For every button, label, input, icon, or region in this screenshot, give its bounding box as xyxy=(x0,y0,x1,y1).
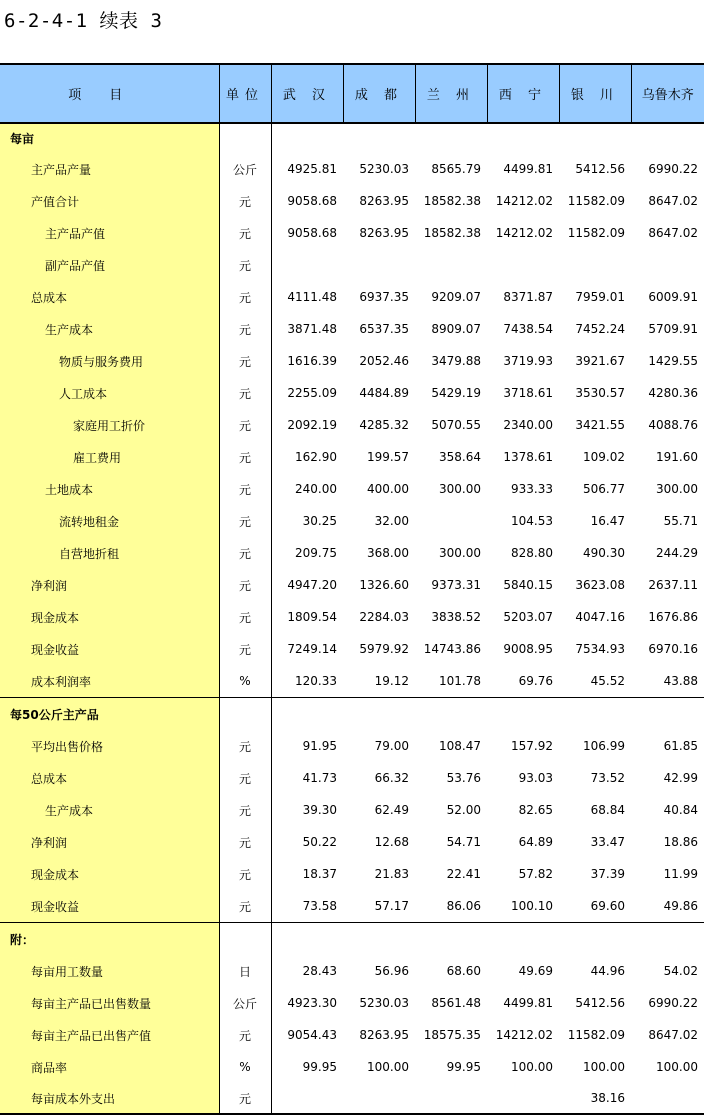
value-cell: 120.33 xyxy=(271,665,343,698)
value-cell xyxy=(487,249,559,281)
empty-cell xyxy=(271,923,343,956)
row-label: 物质与服务费用 xyxy=(0,345,219,377)
row-label: 雇工费用 xyxy=(0,441,219,473)
row-label: 生产成本 xyxy=(0,794,219,826)
row-unit: 元 xyxy=(219,890,271,923)
table-row xyxy=(0,185,704,217)
table-row xyxy=(0,890,704,923)
row-label: 商品率 xyxy=(0,1051,219,1083)
row-label: 家庭用工折价 xyxy=(0,409,219,441)
row-unit: 元 xyxy=(219,313,271,345)
value-cell: 32.00 xyxy=(374,514,409,528)
header-city: 成 都 xyxy=(343,64,415,123)
row-unit: 元 xyxy=(219,185,271,217)
value-cell: 16.47 xyxy=(590,514,625,528)
value-cell: 2052.46 xyxy=(359,354,409,368)
value-cell: 7959.01 xyxy=(575,290,625,304)
value-cell: 4111.48 xyxy=(287,290,337,304)
value-cell xyxy=(559,249,631,281)
table-row xyxy=(0,601,704,633)
value-cell: 79.00 xyxy=(374,739,409,753)
header-city: 兰 州 xyxy=(415,64,487,123)
value-cell: 209.75 xyxy=(295,546,337,560)
row-label: 净利润 xyxy=(0,826,219,858)
value-cell: 1429.55 xyxy=(648,354,698,368)
value-cell: 69.76 xyxy=(487,665,559,698)
table-row xyxy=(0,1083,704,1114)
value-cell: 19.12 xyxy=(343,665,415,698)
value-cell: 6970.16 xyxy=(648,642,698,656)
value-cell: 240.00 xyxy=(295,482,337,496)
row-unit: 元 xyxy=(219,794,271,826)
section-row xyxy=(0,698,704,731)
table-row xyxy=(0,409,704,441)
empty-cell xyxy=(487,698,559,731)
value-cell: 21.83 xyxy=(374,867,409,881)
value-cell xyxy=(271,1083,343,1114)
value-cell: 49.69 xyxy=(518,964,553,978)
value-cell xyxy=(415,1083,487,1114)
value-cell: 53.76 xyxy=(446,771,481,785)
value-cell: 9373.31 xyxy=(431,578,481,592)
section-unit-cell xyxy=(219,123,271,153)
value-cell: 8263.95 xyxy=(359,226,409,240)
value-cell xyxy=(343,1083,415,1114)
table-row xyxy=(0,987,704,1019)
value-cell: 3421.55 xyxy=(575,418,625,432)
row-label: 现金收益 xyxy=(0,890,219,923)
value-cell: 106.99 xyxy=(583,739,625,753)
header-unit: 单位 xyxy=(219,64,271,123)
table-row xyxy=(0,377,704,409)
row-label: 副产品产值 xyxy=(0,249,219,281)
cost-benefit-table xyxy=(0,63,704,1115)
value-cell xyxy=(271,249,343,281)
value-cell: 66.32 xyxy=(374,771,409,785)
value-cell: 73.58 xyxy=(271,890,343,923)
table-row xyxy=(0,153,704,185)
value-cell: 86.06 xyxy=(415,890,487,923)
value-cell: 37.39 xyxy=(590,867,625,881)
table-row xyxy=(0,313,704,345)
value-cell: 1676.86 xyxy=(648,610,698,624)
value-cell: 40.84 xyxy=(663,803,698,817)
value-cell: 6537.35 xyxy=(359,322,409,336)
value-cell: 8565.79 xyxy=(431,162,481,176)
value-cell: 2637.11 xyxy=(648,578,698,592)
row-unit: 元 xyxy=(219,377,271,409)
row-unit: 元 xyxy=(219,762,271,794)
table-row xyxy=(0,762,704,794)
row-unit: 日 xyxy=(219,955,271,987)
empty-cell xyxy=(343,123,415,153)
value-cell: 11582.09 xyxy=(567,194,625,208)
row-unit: 元 xyxy=(219,601,271,633)
row-unit: 元 xyxy=(219,249,271,281)
empty-cell xyxy=(415,123,487,153)
section-label: 每亩 xyxy=(0,123,219,153)
value-cell: 8647.02 xyxy=(648,1028,698,1042)
value-cell: 57.17 xyxy=(343,890,415,923)
value-cell: 11.99 xyxy=(663,867,698,881)
value-cell: 8263.95 xyxy=(359,1028,409,1042)
table-row xyxy=(0,217,704,249)
value-cell: 490.30 xyxy=(583,546,625,560)
value-cell: 5230.03 xyxy=(359,162,409,176)
empty-cell xyxy=(559,123,631,153)
value-cell: 8647.02 xyxy=(648,226,698,240)
value-cell: 11582.09 xyxy=(567,1028,625,1042)
value-cell: 68.60 xyxy=(446,964,481,978)
row-label: 现金成本 xyxy=(0,858,219,890)
row-label: 现金收益 xyxy=(0,633,219,665)
value-cell: 28.43 xyxy=(302,964,337,978)
value-cell xyxy=(415,505,487,537)
value-cell: 18.37 xyxy=(302,867,337,881)
value-cell: 7249.14 xyxy=(287,642,337,656)
value-cell: 55.71 xyxy=(663,514,698,528)
value-cell: 8561.48 xyxy=(431,996,481,1010)
value-cell: 42.99 xyxy=(663,771,698,785)
value-cell: 18.86 xyxy=(663,835,698,849)
section-label: 附： xyxy=(0,923,219,956)
value-cell: 162.90 xyxy=(295,450,337,464)
table-row xyxy=(0,505,704,537)
empty-cell xyxy=(343,698,415,731)
value-cell: 101.78 xyxy=(415,665,487,698)
value-cell: 57.82 xyxy=(518,867,553,881)
value-cell: 5429.19 xyxy=(431,386,481,400)
value-cell: 6990.22 xyxy=(648,996,698,1010)
value-cell: 109.02 xyxy=(583,450,625,464)
row-unit: 元 xyxy=(219,1083,271,1114)
value-cell: 358.64 xyxy=(439,450,481,464)
row-unit: 元 xyxy=(219,1019,271,1051)
row-unit: 元 xyxy=(219,537,271,569)
row-label: 每亩主产品已出售产值 xyxy=(0,1019,219,1051)
value-cell: 6990.22 xyxy=(648,162,698,176)
table-row xyxy=(0,249,704,281)
value-cell: 12.68 xyxy=(374,835,409,849)
value-cell: 44.96 xyxy=(590,964,625,978)
value-cell: 18582.38 xyxy=(423,226,481,240)
value-cell: 5412.56 xyxy=(575,996,625,1010)
table-row xyxy=(0,473,704,505)
value-cell: 191.60 xyxy=(656,450,698,464)
value-cell: 9209.07 xyxy=(431,290,481,304)
value-cell: 5709.91 xyxy=(648,322,698,336)
value-cell: 3479.88 xyxy=(431,354,481,368)
value-cell: 39.30 xyxy=(302,803,337,817)
value-cell: 99.95 xyxy=(446,1060,481,1074)
empty-cell xyxy=(631,698,704,731)
row-unit: 元 xyxy=(219,826,271,858)
row-unit: 公斤 xyxy=(219,987,271,1019)
table-row xyxy=(0,441,704,473)
value-cell: 54.71 xyxy=(446,835,481,849)
value-cell: 73.52 xyxy=(590,771,625,785)
value-cell: 14212.02 xyxy=(495,1028,553,1042)
row-unit: 元 xyxy=(219,441,271,473)
empty-cell xyxy=(343,923,415,956)
value-cell: 2340.00 xyxy=(503,418,553,432)
empty-cell xyxy=(631,123,704,153)
value-cell: 4923.30 xyxy=(287,996,337,1010)
section-unit-cell xyxy=(219,923,271,956)
value-cell: 3719.93 xyxy=(503,354,553,368)
value-cell: 2255.09 xyxy=(287,386,337,400)
value-cell: 1809.54 xyxy=(287,610,337,624)
value-cell: 6009.91 xyxy=(648,290,698,304)
empty-cell xyxy=(559,698,631,731)
table-row xyxy=(0,1051,704,1083)
value-cell: 6937.35 xyxy=(359,290,409,304)
value-cell: 56.96 xyxy=(374,964,409,978)
value-cell: 1378.61 xyxy=(503,450,553,464)
value-cell xyxy=(487,1083,559,1114)
header-city: 银 川 xyxy=(559,64,631,123)
row-unit: % xyxy=(219,665,271,698)
section-unit-cell xyxy=(219,698,271,731)
header-row xyxy=(0,64,704,123)
value-cell: 100.10 xyxy=(487,890,559,923)
page-title: 6-2-4-1 续表 3 xyxy=(4,10,163,32)
value-cell: 52.00 xyxy=(446,803,481,817)
value-cell: 4947.20 xyxy=(287,578,337,592)
value-cell xyxy=(631,249,704,281)
value-cell: 7452.24 xyxy=(575,322,625,336)
value-cell: 3623.08 xyxy=(575,578,625,592)
row-unit: 元 xyxy=(219,505,271,537)
value-cell: 5203.07 xyxy=(503,610,553,624)
table-row xyxy=(0,569,704,601)
value-cell: 54.02 xyxy=(663,964,698,978)
value-cell: 9008.95 xyxy=(503,642,553,656)
value-cell: 5230.03 xyxy=(359,996,409,1010)
value-cell: 8909.07 xyxy=(431,322,481,336)
value-cell: 828.80 xyxy=(511,546,553,560)
value-cell: 506.77 xyxy=(583,482,625,496)
value-cell: 68.84 xyxy=(590,803,625,817)
row-label: 土地成本 xyxy=(0,473,219,505)
value-cell: 14212.02 xyxy=(495,226,553,240)
row-unit: 元 xyxy=(219,858,271,890)
value-cell: 9054.43 xyxy=(287,1028,337,1042)
row-label: 净利润 xyxy=(0,569,219,601)
value-cell: 2092.19 xyxy=(287,418,337,432)
row-label: 平均出售价格 xyxy=(0,730,219,762)
row-label: 生产成本 xyxy=(0,313,219,345)
value-cell: 4925.81 xyxy=(287,162,337,176)
table-row xyxy=(0,794,704,826)
value-cell: 3838.52 xyxy=(431,610,481,624)
value-cell: 100.00 xyxy=(511,1060,553,1074)
value-cell: 43.88 xyxy=(631,665,704,698)
value-cell: 100.00 xyxy=(583,1060,625,1074)
value-cell: 7534.93 xyxy=(575,642,625,656)
row-label: 自营地折租 xyxy=(0,537,219,569)
section-row xyxy=(0,123,704,153)
value-cell: 4280.36 xyxy=(648,386,698,400)
table-row xyxy=(0,826,704,858)
value-cell xyxy=(343,249,415,281)
value-cell xyxy=(415,249,487,281)
value-cell: 4088.76 xyxy=(648,418,698,432)
row-label: 成本利润率 xyxy=(0,665,219,698)
value-cell: 4047.16 xyxy=(575,610,625,624)
value-cell: 61.85 xyxy=(663,739,698,753)
value-cell: 93.03 xyxy=(518,771,553,785)
value-cell xyxy=(631,1083,704,1114)
empty-cell xyxy=(271,698,343,731)
value-cell: 8371.87 xyxy=(503,290,553,304)
value-cell: 11582.09 xyxy=(567,226,625,240)
value-cell: 7438.54 xyxy=(503,322,553,336)
row-unit: 元 xyxy=(219,633,271,665)
section-label: 每50公斤主产品 xyxy=(0,698,219,731)
empty-cell xyxy=(487,923,559,956)
value-cell: 3530.57 xyxy=(575,386,625,400)
row-label: 流转地租金 xyxy=(0,505,219,537)
header-city: 西 宁 xyxy=(487,64,559,123)
value-cell: 9058.68 xyxy=(287,226,337,240)
row-label: 现金成本 xyxy=(0,601,219,633)
value-cell: 69.60 xyxy=(559,890,631,923)
row-label: 每亩成本外支出 xyxy=(0,1083,219,1114)
table-row xyxy=(0,955,704,987)
value-cell: 3718.61 xyxy=(503,386,553,400)
table-row xyxy=(0,1019,704,1051)
header-item: 项目 xyxy=(0,64,219,123)
row-unit: % xyxy=(219,1051,271,1083)
value-cell: 5840.15 xyxy=(503,578,553,592)
empty-cell xyxy=(559,923,631,956)
value-cell: 100.00 xyxy=(656,1060,698,1074)
row-unit: 元 xyxy=(219,217,271,249)
row-unit: 公斤 xyxy=(219,153,271,185)
row-unit: 元 xyxy=(219,569,271,601)
value-cell: 4499.81 xyxy=(503,162,553,176)
row-label: 总成本 xyxy=(0,762,219,794)
value-cell: 62.49 xyxy=(374,803,409,817)
row-label: 产值合计 xyxy=(0,185,219,217)
value-cell: 3871.48 xyxy=(287,322,337,336)
row-unit: 元 xyxy=(219,409,271,441)
row-label: 总成本 xyxy=(0,281,219,313)
value-cell: 300.00 xyxy=(439,482,481,496)
value-cell: 933.33 xyxy=(511,482,553,496)
value-cell: 82.65 xyxy=(518,803,553,817)
table-row xyxy=(0,537,704,569)
table-row xyxy=(0,345,704,377)
value-cell: 64.89 xyxy=(518,835,553,849)
value-cell: 1616.39 xyxy=(287,354,337,368)
value-cell: 50.22 xyxy=(302,835,337,849)
value-cell: 300.00 xyxy=(439,546,481,560)
value-cell: 368.00 xyxy=(367,546,409,560)
table-row xyxy=(0,730,704,762)
value-cell: 100.00 xyxy=(367,1060,409,1074)
value-cell: 33.47 xyxy=(590,835,625,849)
table-body xyxy=(0,123,704,1114)
value-cell: 49.86 xyxy=(631,890,704,923)
empty-cell xyxy=(487,123,559,153)
value-cell: 99.95 xyxy=(302,1060,337,1074)
table-row xyxy=(0,858,704,890)
empty-cell xyxy=(415,923,487,956)
value-cell: 18582.38 xyxy=(423,194,481,208)
row-unit: 元 xyxy=(219,730,271,762)
table-row xyxy=(0,633,704,665)
value-cell: 30.25 xyxy=(302,514,337,528)
row-label: 人工成本 xyxy=(0,377,219,409)
empty-cell xyxy=(415,698,487,731)
header-city: 乌鲁木齐 xyxy=(631,64,704,123)
section-row xyxy=(0,923,704,956)
row-label: 主产品产值 xyxy=(0,217,219,249)
table-row xyxy=(0,281,704,313)
value-cell: 2284.03 xyxy=(359,610,409,624)
value-cell: 8263.95 xyxy=(359,194,409,208)
empty-cell xyxy=(631,923,704,956)
value-cell: 157.92 xyxy=(511,739,553,753)
row-unit: 元 xyxy=(219,473,271,505)
value-cell: 14212.02 xyxy=(495,194,553,208)
row-label: 每亩用工数量 xyxy=(0,955,219,987)
value-cell: 104.53 xyxy=(511,514,553,528)
value-cell: 38.16 xyxy=(559,1083,631,1114)
value-cell: 108.47 xyxy=(439,739,481,753)
value-cell: 41.73 xyxy=(302,771,337,785)
value-cell: 1326.60 xyxy=(359,578,409,592)
value-cell: 18575.35 xyxy=(423,1028,481,1042)
table-row xyxy=(0,665,704,698)
value-cell: 5070.55 xyxy=(431,418,481,432)
value-cell: 5979.92 xyxy=(359,642,409,656)
value-cell: 45.52 xyxy=(559,665,631,698)
empty-cell xyxy=(271,123,343,153)
header-city: 武 汉 xyxy=(271,64,343,123)
value-cell: 9058.68 xyxy=(287,194,337,208)
value-cell: 4484.89 xyxy=(359,386,409,400)
value-cell: 5412.56 xyxy=(575,162,625,176)
value-cell: 8647.02 xyxy=(648,194,698,208)
row-label: 每亩主产品已出售数量 xyxy=(0,987,219,1019)
row-unit: 元 xyxy=(219,281,271,313)
value-cell: 400.00 xyxy=(367,482,409,496)
value-cell: 22.41 xyxy=(446,867,481,881)
value-cell: 244.29 xyxy=(656,546,698,560)
row-unit: 元 xyxy=(219,345,271,377)
value-cell: 91.95 xyxy=(302,739,337,753)
value-cell: 4499.81 xyxy=(503,996,553,1010)
value-cell: 14743.86 xyxy=(423,642,481,656)
row-label: 主产品产量 xyxy=(0,153,219,185)
value-cell: 4285.32 xyxy=(359,418,409,432)
value-cell: 300.00 xyxy=(656,482,698,496)
value-cell: 199.57 xyxy=(367,450,409,464)
value-cell: 3921.67 xyxy=(575,354,625,368)
